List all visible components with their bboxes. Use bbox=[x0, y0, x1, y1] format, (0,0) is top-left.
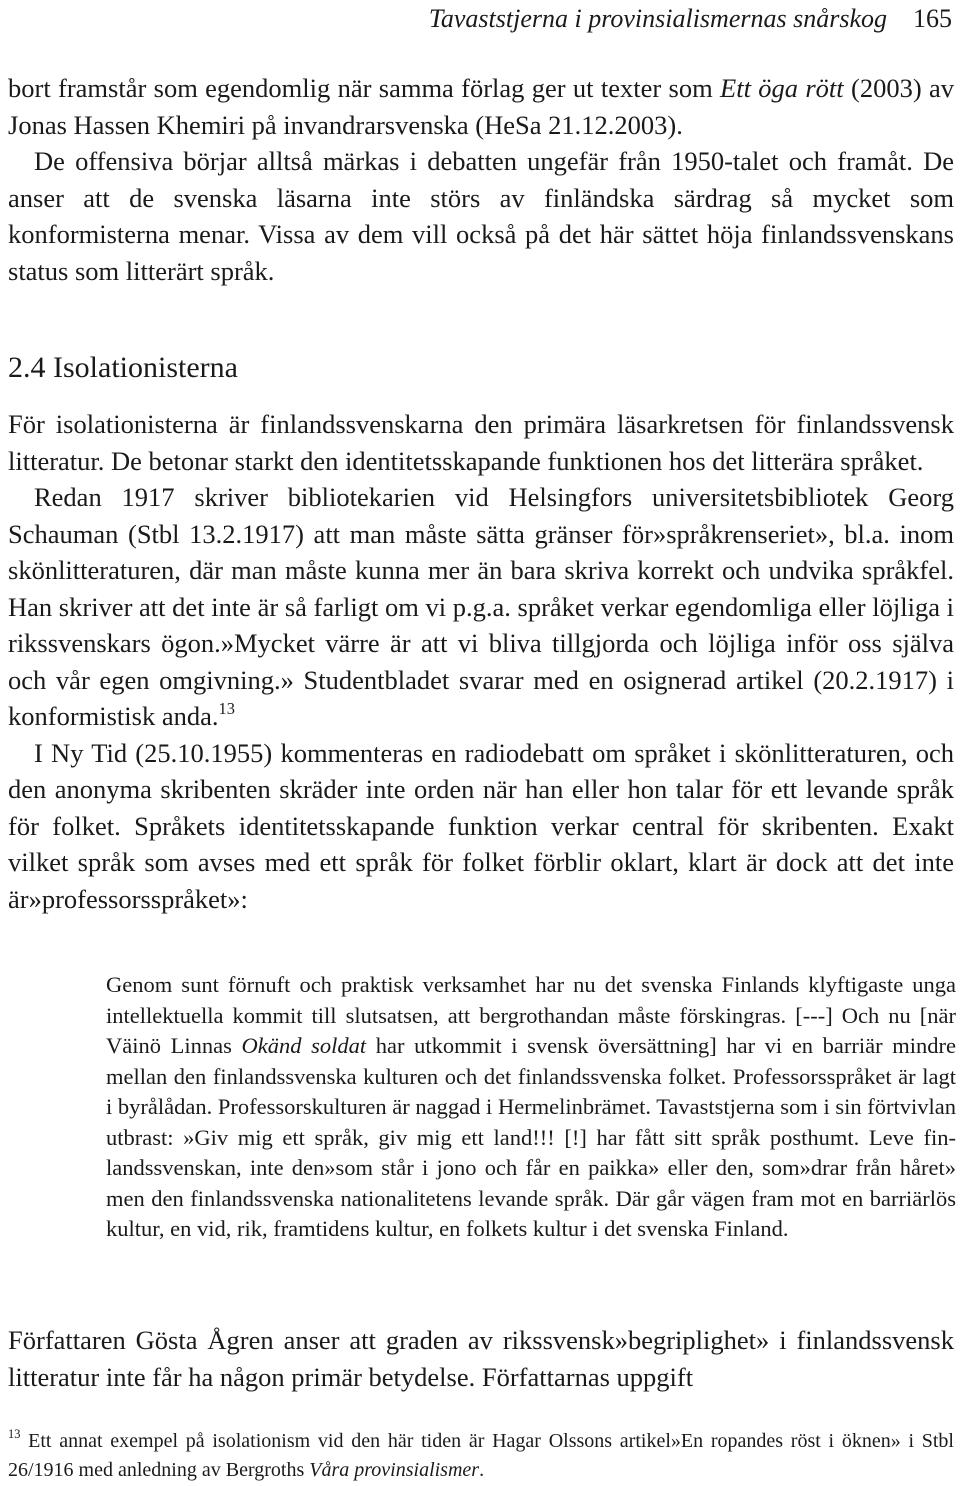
paragraph: De offensiva börjar alltså märkas i debatten ungefär från 1950-talet och framåt. De anser att de svenska läsarna inte störs av finländska särdrag så mycket som konformisterna menar. Vissa av dem vill också på det här sättet höja finlandssvenskans status som litterärt språk. bbox=[8, 146, 954, 286]
text-run: har utkommit i svensk översättning] har vi en barriär mindre mellan den finlandssvenska kulturen och det finlandssvenska folket. Professorsspråket är lagt i byrålådan. Professorskulturen är naggad i Hermelinbrämet. Tavaststjerna som i sin förtvivlan utbrast: »Giv mig ett språk, giv mig ett land!!! [!] har fått sitt språk posthumt. Leve finlandssvenskan, inte den»som står i jono och får en paikka» eller den, som»drar från håret» men den finlandssvenska nationalitetens levande språk. Där går vägen fram mot en barriärlös kultur, en vid, rik, framtidens kultur, en folkets kultur i det svenska Finland. bbox=[106, 1033, 956, 1241]
footnote-reference[interactable]: 13 bbox=[218, 698, 235, 718]
footnote bbox=[8, 1427, 954, 1485]
book-title-italic: Okänd soldat bbox=[241, 1033, 367, 1058]
continued-text bbox=[8, 1322, 954, 1395]
section-body bbox=[8, 406, 954, 917]
paragraph: För isolationisterna är finlandssvenskarna den primära läsarkretsen för finlandssvensk litteratur. De betonar starkt den identitetsskapande funktionen hos det litterära språket. bbox=[8, 409, 954, 476]
paragraph: Författaren Gösta Ågren anser att graden av rikssvensk»begriplighet» i finlandssvensk litteratur inte får ha någon primär betydelse. Författarnas uppgift bbox=[8, 1325, 954, 1392]
paragraph-continued bbox=[8, 70, 954, 143]
block-quote bbox=[106, 970, 956, 1245]
opening-text bbox=[8, 70, 954, 289]
paragraph: I Ny Tid (25.10.1955) kommenteras en radiodebatt om språket i skönlitteraturen, och den anonyma skribenten skräder inte orden när han eller hon talar för ett levande språk för folket. Språkets identitetsskapande funktion verkar central för skribenten. Exakt vilket språk som avses med ett språk för folket förblir oklart, klart är dock att det inte är»professorsspråket»: bbox=[8, 737, 954, 914]
footnote-divider bbox=[8, 1412, 168, 1413]
book-title-italic: Våra provinsialismer bbox=[309, 1459, 480, 1481]
footnote-number: 13 bbox=[8, 1427, 21, 1442]
page-number: 165 bbox=[913, 4, 952, 33]
text-run: bort framstår som egendomlig när samma förlag ger ut texter som bbox=[8, 73, 721, 103]
text-run: Ett annat exempel på isolationism vid den här tiden är Hagar Olssons artikel»En ropandes röst i öknen» i Stbl 26/1916 med anledning av Bergroths bbox=[8, 1430, 954, 1481]
text-run: . bbox=[479, 1459, 485, 1481]
text-run: Redan 1917 skriver bibliotekarien vid Helsingfors universitetsbibliotek Georg Schauman (Stbl 13.2.1917) att man måste sätta gränser för»språkrenseriet», bl.a. inom skönlitteraturen, där man måste kunna mer än bara skriva korrekt och undvika språkfel. Han skriver att det inte är så farligt om vi p.g.a. språket verkar egendomliga eller löjliga i rikssvenskars ögon.»Mycket värre är att vi bliva tillgjorda och löjliga inför oss själva och vår egen omgivning.» Studentbladet svarar med en osignerad artikel (20.2.1917) i konformistisk anda. bbox=[8, 482, 954, 731]
text-run: (2003) av Jonas Hassen Khemiri på invandrarsvenska (HeSa 21.12.2003). bbox=[8, 73, 954, 140]
running-head-title: Tavaststjerna i provinsialismernas snårskog bbox=[428, 4, 887, 33]
running-head bbox=[429, 4, 952, 34]
section-heading: 2.4 Isolationisterna bbox=[8, 351, 238, 384]
book-title-italic: Ett öga rött bbox=[720, 73, 844, 103]
paragraph bbox=[8, 479, 954, 735]
text-run: Genom sunt förnuft och praktisk verksamhet har nu det svenska Finlands klyftigaste unga intellektuella kommit till slutsatsen, att bergrothandan måste förskingras. [---] Och nu [när Väinö Linnas bbox=[106, 972, 956, 1058]
